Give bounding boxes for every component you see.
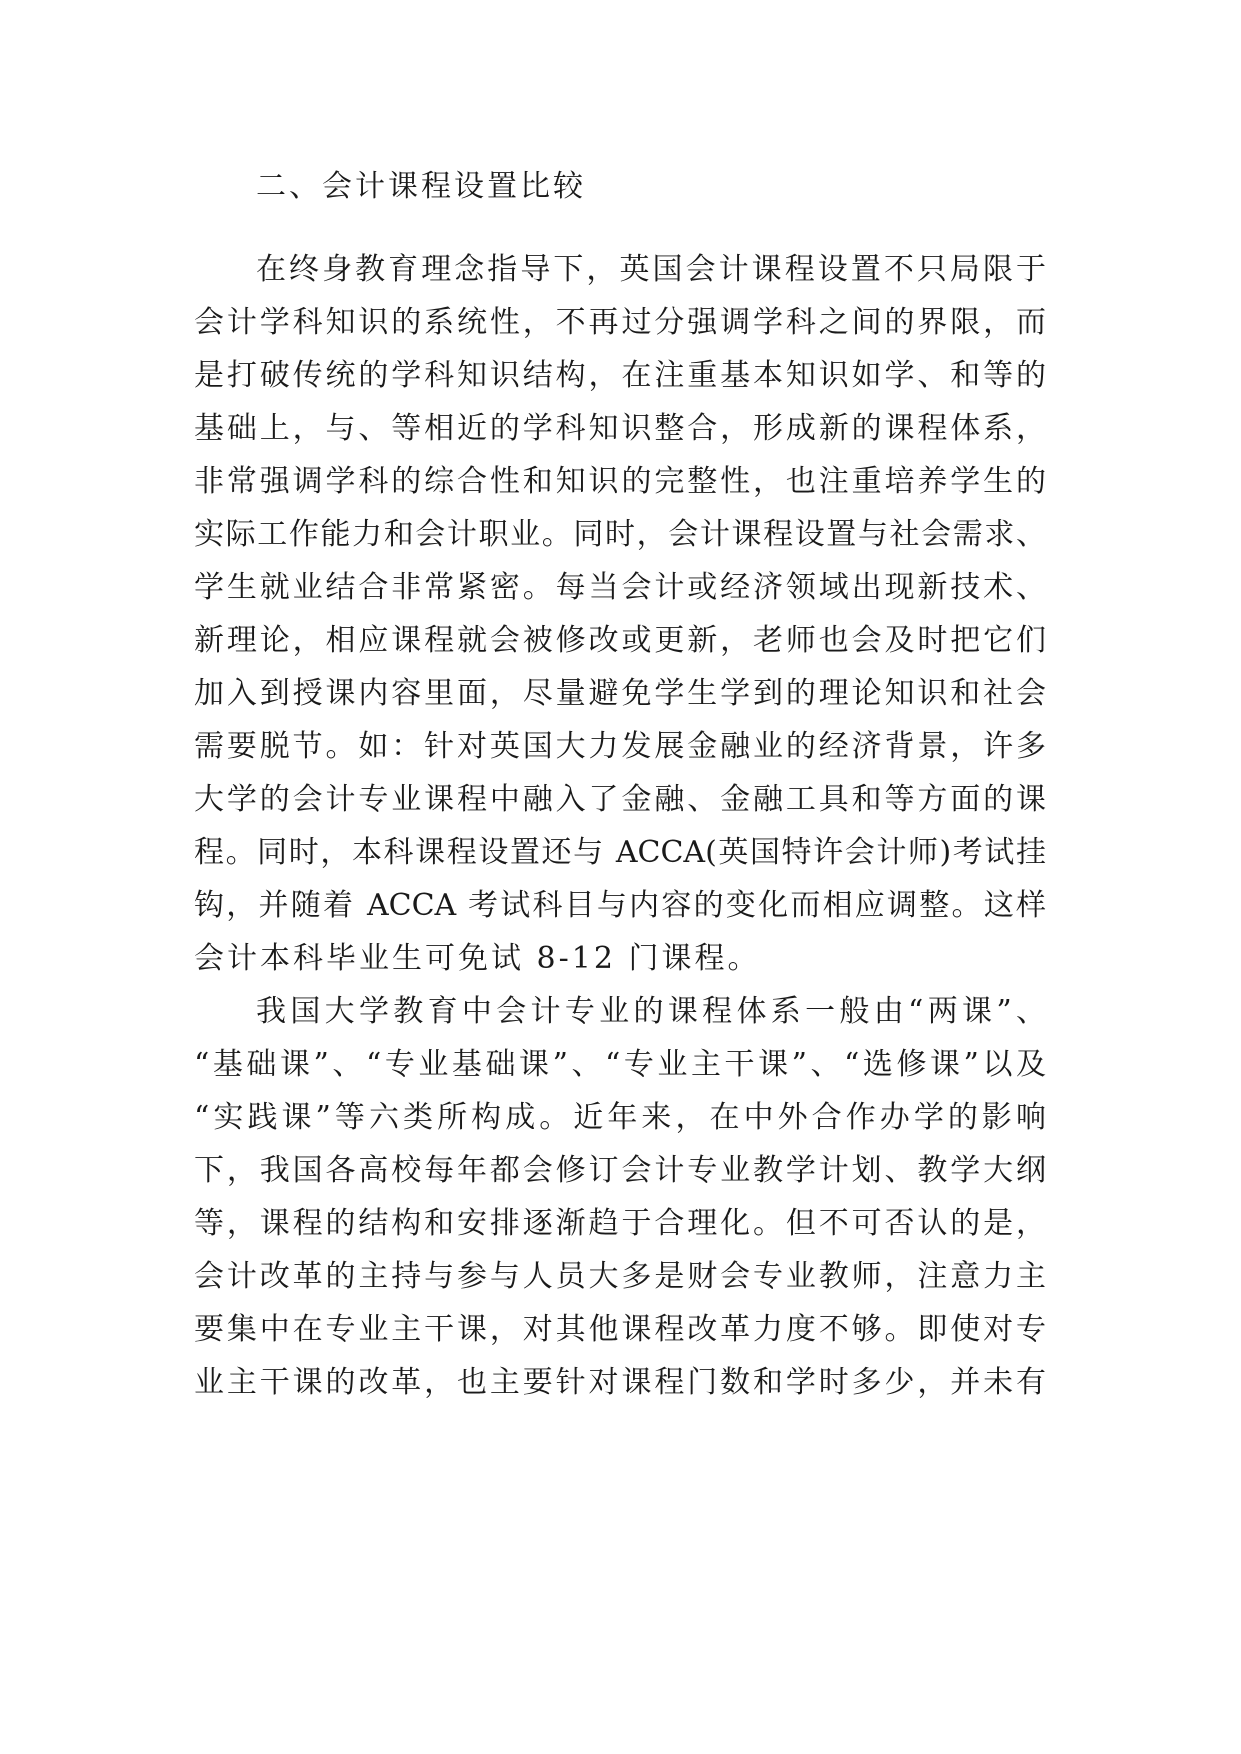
paragraph-line: 会计学科知识的系统性，不再过分强调学科之间的界限，而 <box>194 305 1046 340</box>
paragraph-line: 会计本科毕业生可免试 8-12 门课程。 <box>194 941 761 976</box>
paragraph-line: 大学的会计专业课程中融入了金融、金融工具和等方面的课 <box>194 782 1046 817</box>
paragraph-line: 我国大学教育中会计专业的课程体系一般由“两课”、 <box>256 994 1046 1029</box>
paragraph-line: 加入到授课内容里面，尽量避免学生学到的理论知识和社会 <box>194 676 1046 711</box>
paragraph-line: 程。同时，本科课程设置还与 ACCA(英国特许会计师)考试挂 <box>194 835 1046 870</box>
paragraph-line: 要集中在专业主干课，对其他课程改革力度不够。即使对专 <box>194 1312 1046 1347</box>
paragraph-line: 非常强调学科的综合性和知识的完整性，也注重培养学生的 <box>194 464 1046 499</box>
section-heading: 二、会计课程设置比较 <box>256 169 586 204</box>
paragraph-line: “基础课”、“专业基础课”、“专业主干课”、“选修课”以及 <box>194 1047 1046 1082</box>
paragraph-line: 是打破传统的学科知识结构，在注重基本知识如学、和等的 <box>194 358 1046 393</box>
paragraph-line: 会计改革的主持与参与人员大多是财会专业教师，注意力主 <box>194 1259 1046 1294</box>
paragraph-line: 学生就业结合非常紧密。每当会计或经济领域出现新技术、 <box>194 570 1046 605</box>
paragraph-line: 需要脱节。如：针对英国大力发展金融业的经济背景，许多 <box>194 729 1046 764</box>
paragraph-line: 钩，并随着 ACCA 考试科目与内容的变化而相应调整。这样 <box>194 888 1046 923</box>
paragraph-line: 在终身教育理念指导下，英国会计课程设置不只局限于 <box>256 252 1046 287</box>
paragraph-line: “实践课”等六类所构成。近年来，在中外合作办学的影响 <box>194 1100 1046 1135</box>
paragraph-line: 实际工作能力和会计职业。同时，会计课程设置与社会需求、 <box>194 517 1046 552</box>
paragraph-line: 下，我国各高校每年都会修订会计专业教学计划、教学大纲 <box>194 1153 1046 1188</box>
paragraph-line: 等，课程的结构和安排逐渐趋于合理化。但不可否认的是， <box>194 1206 1046 1241</box>
paragraph-line: 业主干课的改革，也主要针对课程门数和学时多少，并未有 <box>194 1365 1046 1400</box>
paragraph-line: 基础上，与、等相近的学科知识整合，形成新的课程体系， <box>194 411 1046 446</box>
paragraph-line: 新理论，相应课程就会被修改或更新，老师也会及时把它们 <box>194 623 1046 658</box>
